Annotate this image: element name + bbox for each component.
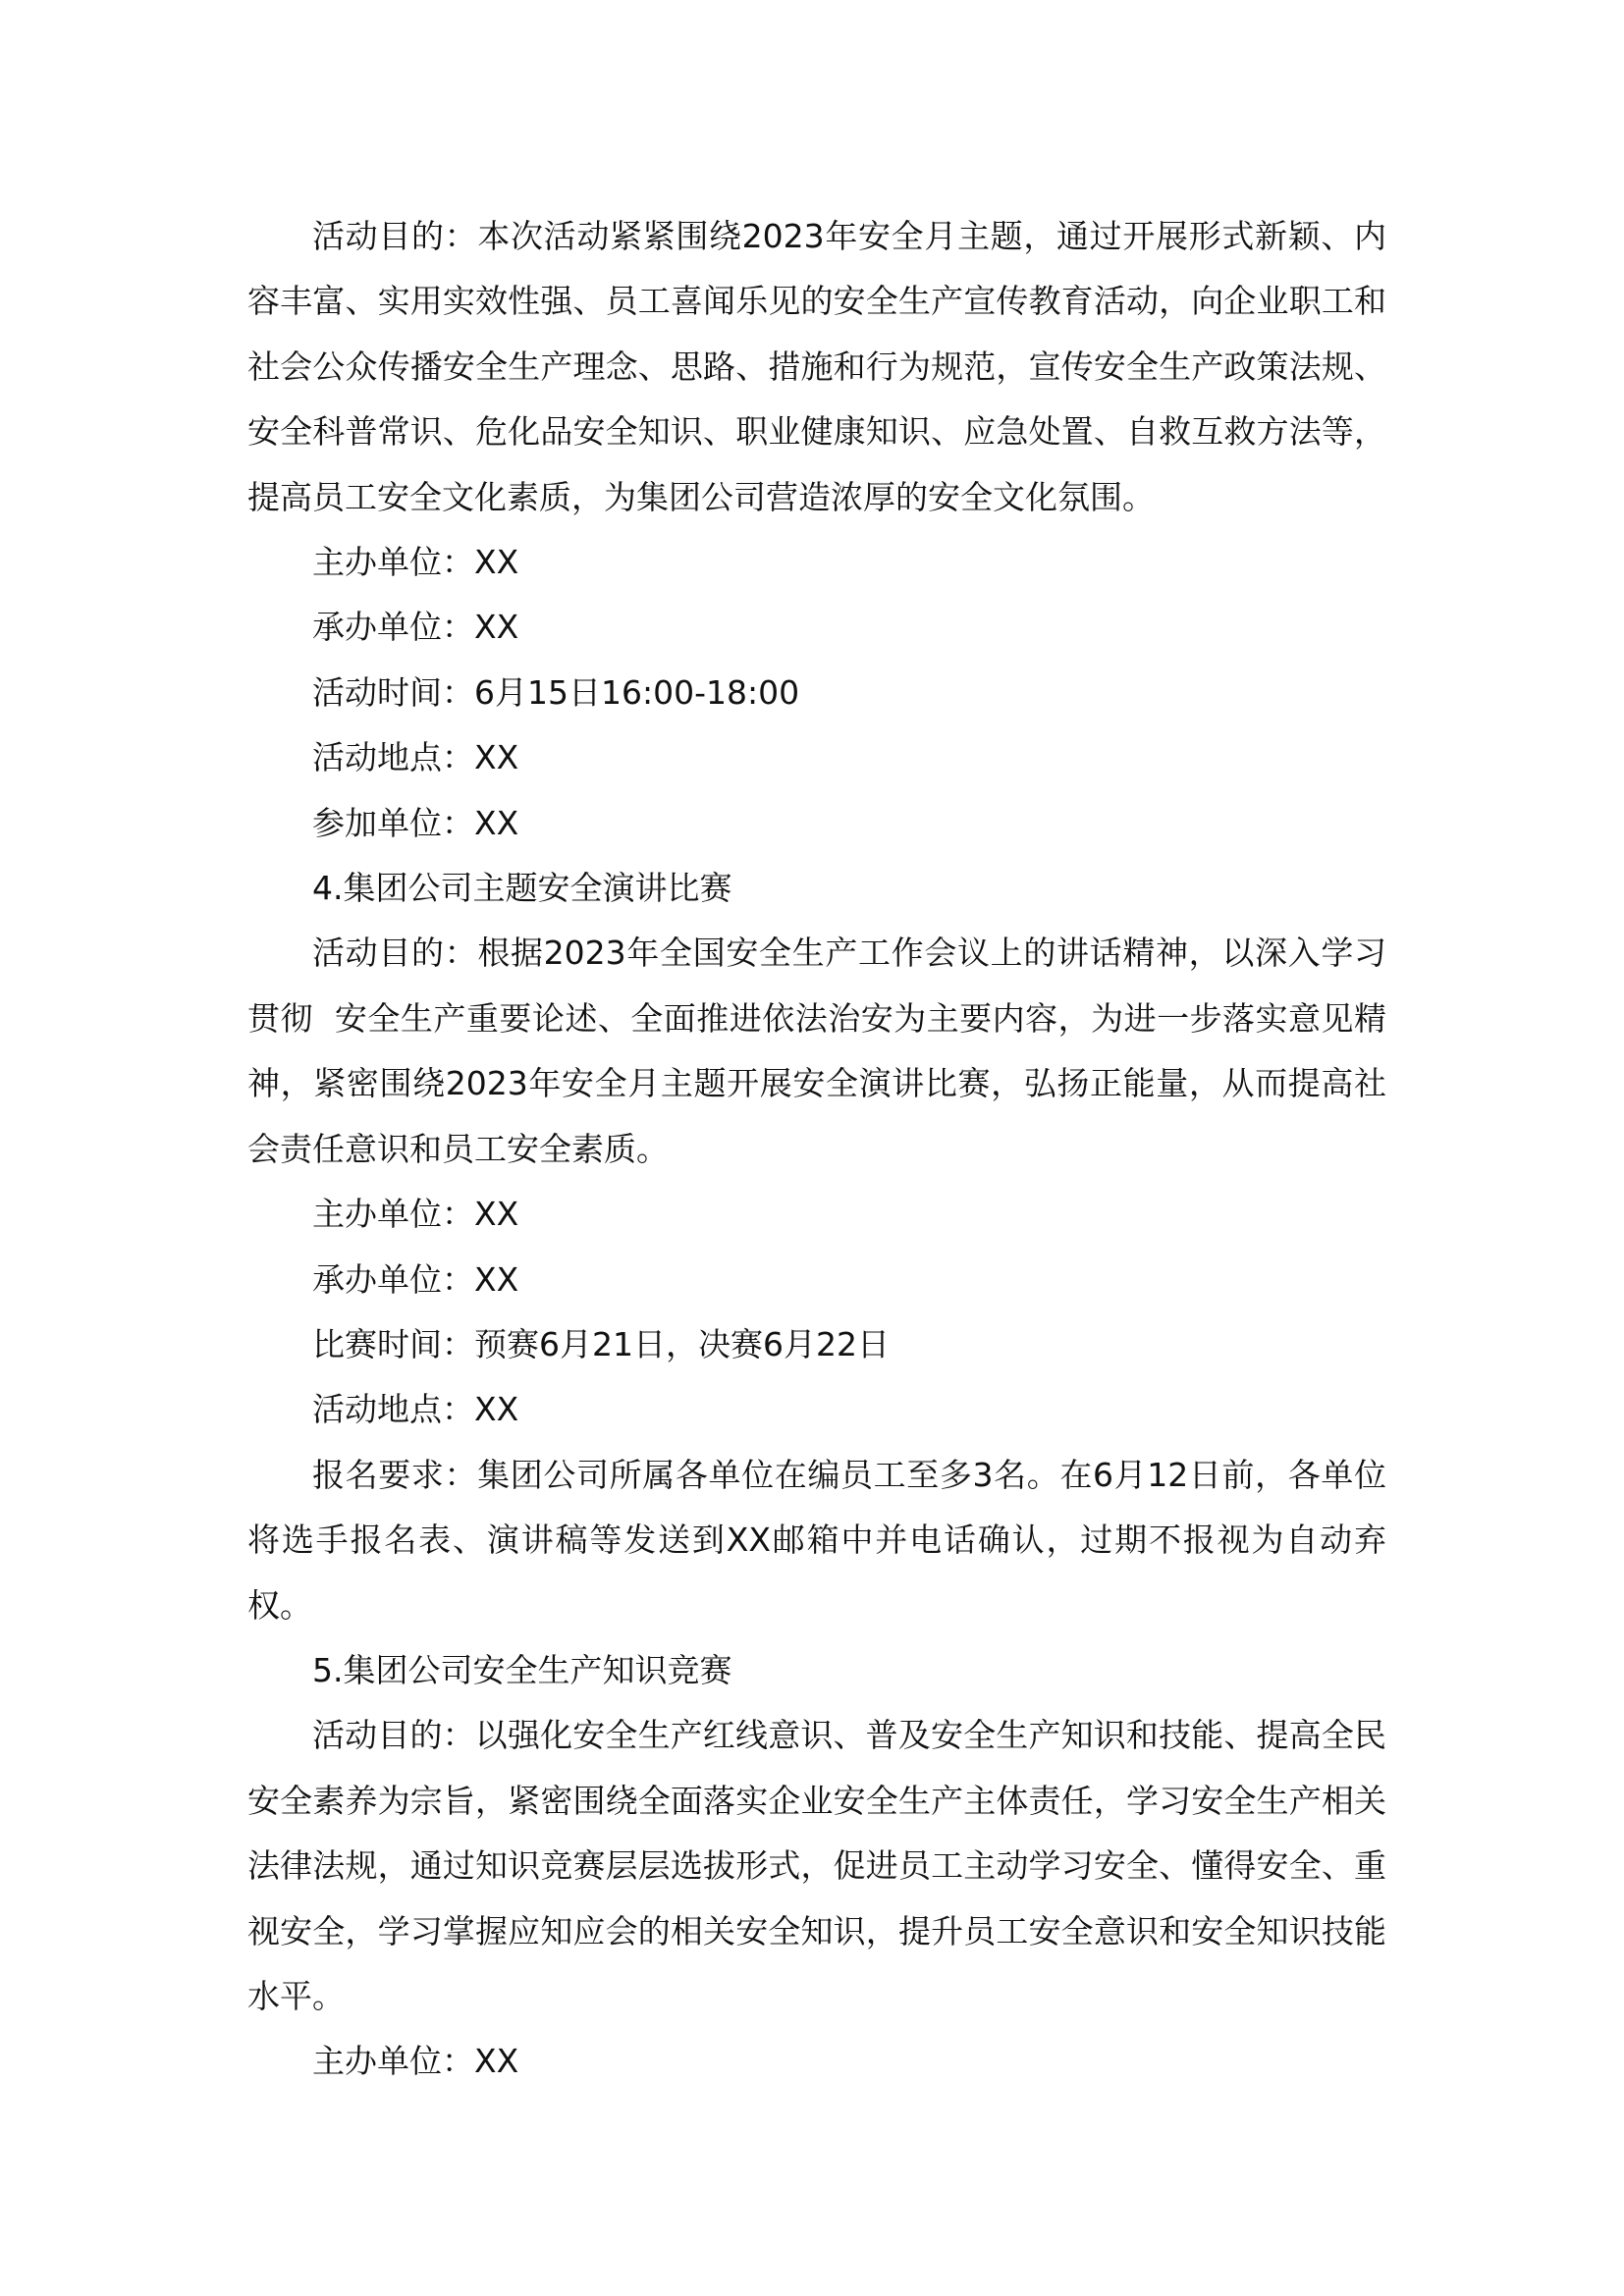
paragraph-co-organizer: 承办单位：XX xyxy=(312,608,519,647)
paragraph-participants: 参加单位：XX xyxy=(312,803,519,842)
paragraph-co-organizer: 承办单位：XX xyxy=(312,1259,519,1299)
paragraph-activity-location: 活动地点：XX xyxy=(312,1390,519,1429)
paragraph-activity-location: 活动地点：XX xyxy=(312,738,519,777)
section-heading-knowledge-contest: 5.集团公司安全生产知识竞赛 xyxy=(312,1650,732,1689)
document-body xyxy=(247,204,1386,2095)
paragraph-organizer: 主办单位：XX xyxy=(312,543,519,582)
paragraph-activity-purpose: 活动目的：根据2023年全国安全生产工作会议上的讲话精神，以深入学习贯彻 安全生产重要论述、全面推进依法治安为主要内容，为进一步落实意见精神，紧密围绕2023年安全月主题开展安全演讲比赛，弘扬正能量，从而提高社会责任意识和员工安全素质。 xyxy=(247,934,1386,1168)
paragraph-registration-requirements: 报名要求：集团公司所属各单位在编员工至多3名。在6月12日前，各单位将选手报名表、演讲稿等发送到XX邮箱中并电话确认，过期不报视为自动弃权。 xyxy=(247,1455,1386,1625)
paragraph-organizer: 主办单位：XX xyxy=(312,1195,519,1234)
paragraph-activity-time: 活动时间：6月15日16:00-18:00 xyxy=(312,672,800,712)
paragraph-activity-purpose: 活动目的：以强化安全生产红线意识、普及安全生产知识和技能、提高全民安全素养为宗旨，紧密围绕全面落实企业安全生产主体责任，学习安全生产相关法律法规，通过知识竞赛层层选拔形式，促进员工主动学习安全、懂得安全、重视安全，学习掌握应知应会的相关安全知识，提升员工安全意识和安全知识技能水平。 xyxy=(247,1716,1386,2015)
section-heading-speech-contest: 4.集团公司主题安全演讲比赛 xyxy=(312,869,732,908)
paragraph-activity-purpose: 活动目的：本次活动紧紧围绕2023年安全月主题，通过开展形式新颖、内容丰富、实用实效性强、员工喜闻乐见的安全生产宣传教育活动，向企业职工和社会公众传播安全生产理念、思路、措施和行为规范，宣传安全生产政策法规、安全科普常识、危化品安全知识、职业健康知识、应急处置、自救互救方法等，提高员工安全文化素质，为集团公司营造浓厚的安全文化氛围。 xyxy=(247,217,1386,516)
paragraph-contest-time: 比赛时间：预赛6月21日，决赛6月22日 xyxy=(312,1324,890,1363)
paragraph-organizer: 主办单位：XX xyxy=(312,2042,519,2081)
